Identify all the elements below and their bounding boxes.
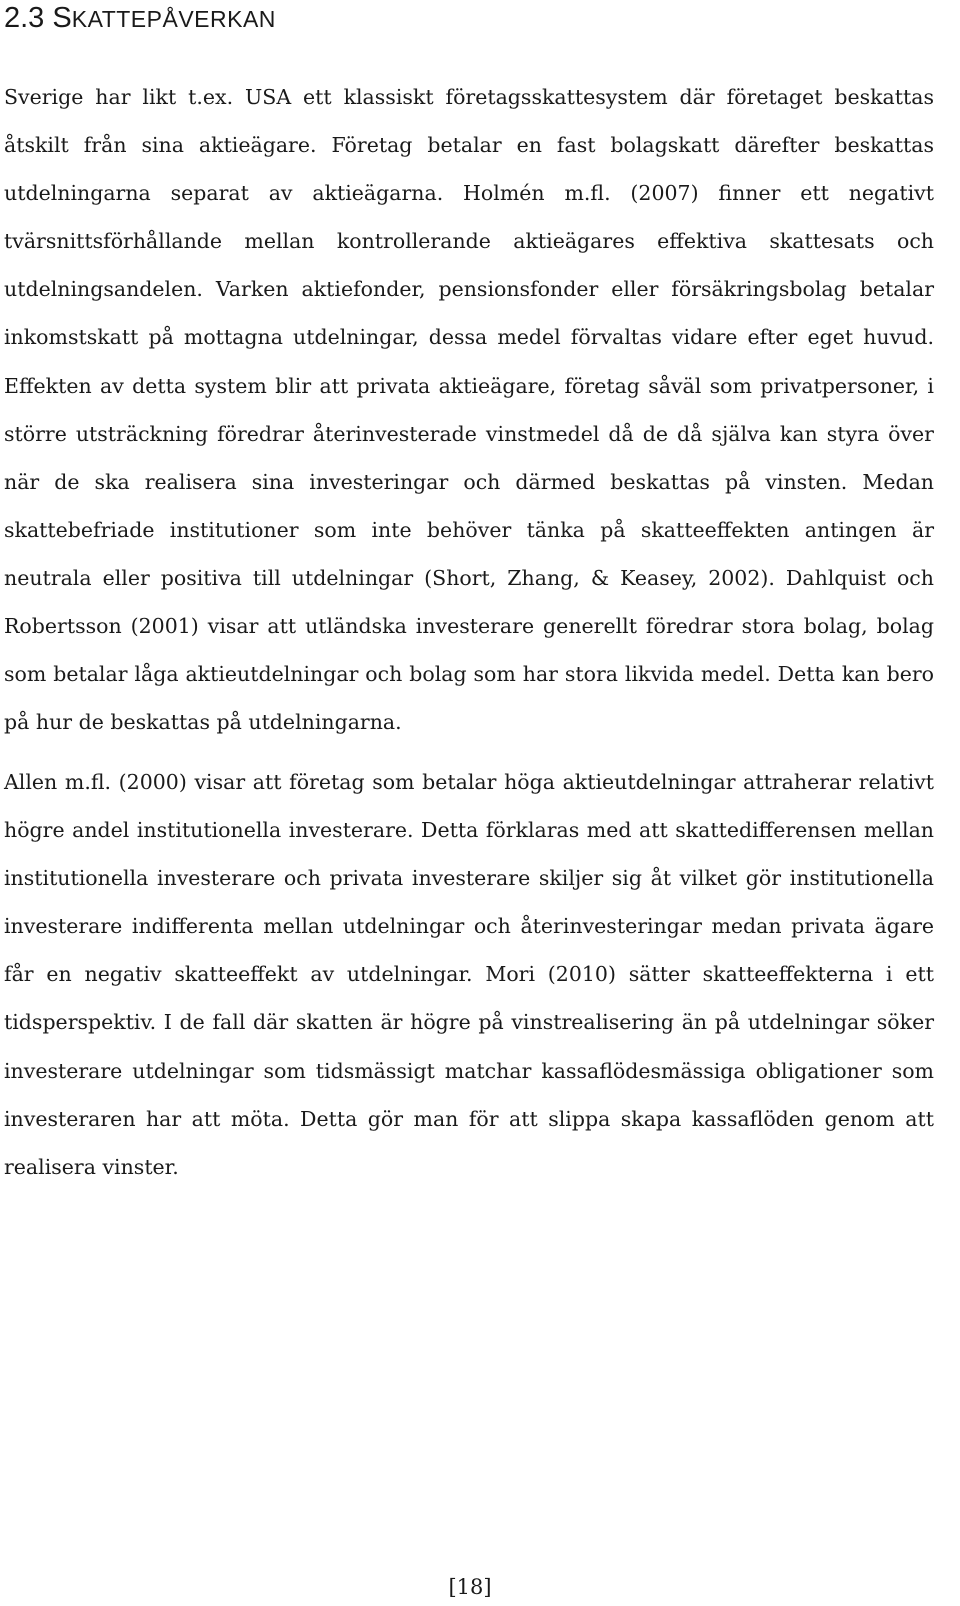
section-heading [4,0,276,37]
body-paragraph-2: Allen m.fl. (2000) visar att företag som betalar höga aktieutdelningar attraherar relativt högre andel institutionella investerare. Detta förklaras med att skattedifferensen mellan institutionella investerare och privata investerare skiljer sig åt vilket gör institutionella investerare indifferenta mellan utdelningar och återinvesteringar medan privata ägare får en negativ skatteeffekt av utdelningar. Mori (2010) sätter skatteeffekterna i ett tidsperspektiv. I de fall där skatten är högre på vinstrealisering än på utdelningar söker investerare utdelningar som tidsmässigt matchar kassaflödesmässiga obligationer som investeraren har att möta. Detta gör man för att slippa skapa kassaflöden genom att realisera vinster. [4,770,934,1179]
section-number: 2.3 [4,2,45,34]
section-title-initial: S [52,2,72,34]
body-paragraph-1: Sverige har likt t.ex. USA ett klassiskt företagsskattesystem där företaget beskattas åtskilt från sina aktieägare. Företag betalar en fast bolagskatt därefter beskattas utdelningarna separat av aktieägarna. Holmén m.fl. (2007) finner ett negativt tvärsnittsförhållande mellan kontrollerande aktieägares effektiva skattesats och utdelningsandelen. Varken aktiefonder, pensionsfonder eller försäkringsbolag betalar inkomstskatt på mottagna utdelningar, dessa medel förvaltas vidare efter eget huvud. Effekten av detta system blir att privata aktieägare, företag såväl som privatpersoner, i större utsträckning föredrar återinvesterade vinstmedel då de då själva kan styra över när de ska realisera sina investeringar och därmed beskattas på vinsten. Medan skattebefriade institutioner som inte behöver tänka på skatteeffekten antingen är neutrala eller positiva till utdelningar (Short, Zhang, & Keasey, 2002). Dahlquist och Robertsson (2001) visar att utländska investerare generellt föredrar stora bolag, bolag som betalar låga aktieutdelningar och bolag som har stora likvida medel. Detta kan bero på hur de beskattas på utdelningarna. [4,85,934,735]
section-title-rest: KATTEPÅVERKAN [71,6,276,32]
page-number: [18] [448,1575,492,1599]
